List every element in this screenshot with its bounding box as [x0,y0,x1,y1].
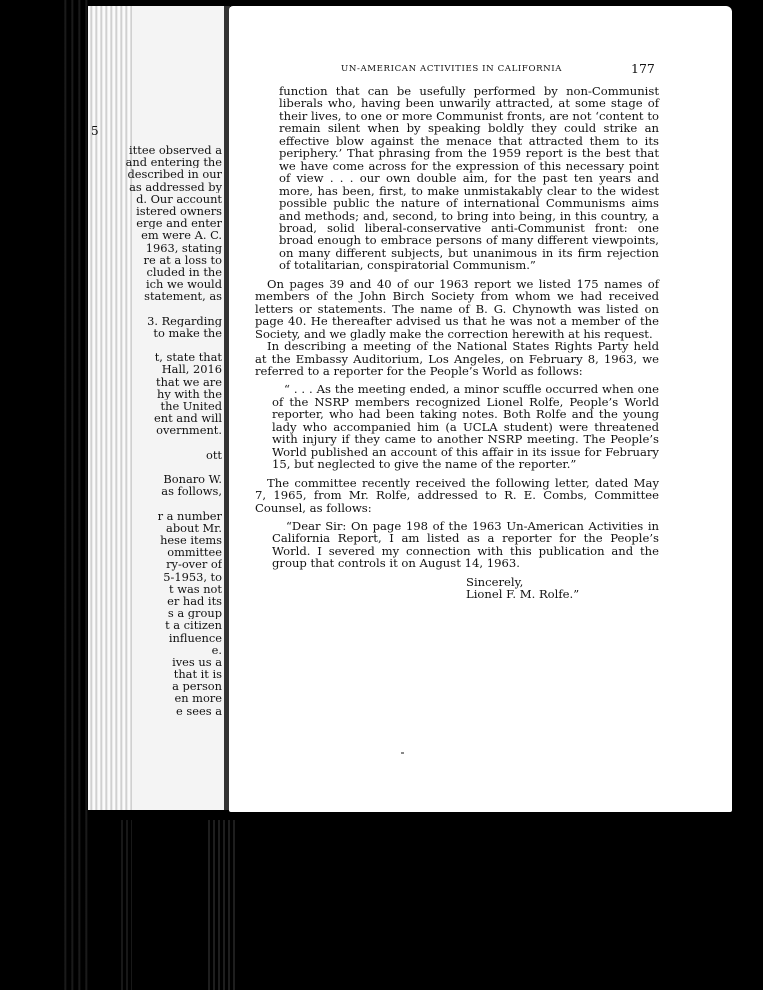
facing-page-marker: 5 [91,124,99,138]
page-body [255,85,659,601]
facing-page-line: influence [168,631,222,644]
facing-page-line: about Mr. [166,521,222,534]
facing-page-line [92,461,222,473]
facing-page-line: 5-1953, to [163,570,222,583]
facing-page-line: hy with the [157,387,222,400]
facing-page-line: Hall, 2016 [161,363,222,376]
facing-page-line: ry-over of [166,558,222,571]
scan-edge-streaks [60,0,88,990]
facing-page-line: that we are [156,375,222,388]
facing-page-line [92,339,222,351]
facing-page-line: cluded in the [146,265,222,279]
letter-closing [255,576,659,601]
quoted-continuation [255,85,659,272]
scan-bottom-streaks-left [118,820,132,990]
facing-page-line: istered owners [136,204,222,218]
facing-page-line [92,497,222,509]
paragraph-1: function that can be usefully performed by non-Communist liberals who, having been unwarily attracted, at some stage of their lives, to one or more Communist fronts, are not ‘content to remain silent when by speaking boldly they could strike an effective blow against the menace that attracted them to its periphery.’ That phrasing from the 1959 report is the best that we have come across for the expression of this necessary point of view . . . our own double aim, for the past ten years and more, has been, first, to make unmistakably clear to the widest possible public the nature of international Communisms aims and methods; and, second, to bring into being, in this country, a broad, solid liberal-conservative anti-Communist front: one broad enough to embrace persons of many different viewpoints, on many different subjects, but unanimous in its firm rejection of totalitarian, conspiratorial Communism.” [279,84,659,273]
facing-page-line: described in our [127,168,222,181]
paragraph-5: The committee recently received the following letter, dated May 7, 1965, from Mr. Rolfe, addressed to R. E. Combs, Committee Counsel, as follows: [255,475,659,515]
facing-page-line: the United [160,399,222,413]
facing-page [88,6,224,810]
facing-page-line: t a citizen [165,619,222,632]
facing-page-line [92,302,222,314]
facing-page-line: e sees a [176,704,222,717]
paragraph-3: In describing a meeting of the National States Rights Party held at the Embassy Auditorium, Los Angeles, on February 8, 1963, we referred to a reporter for the People’s World as follows: [255,339,659,378]
facing-page-line: s a group [167,607,222,620]
facing-page-line: to make the [153,326,222,339]
facing-page-line: ives us a [172,655,222,669]
facing-page-line: er had its [167,594,222,608]
page-number: 177 [631,61,655,76]
paragraph-6: “Dear Sir: On page 198 of the 1963 Un-American Activities in California Report, I am listed as a reporter for the People’s World. I severed my connection with this publication and the group that controls it on August 14, 1963. [272,518,659,571]
paragraph-2: On pages 39 and 40 of our 1963 report we listed 175 names of members of the John Birch Society from whom we had received letters or statements. The name of B. G. Chynowth was listed on page 40. He thereafter advised us that he was not a member of the Society, and we gladly make the correction herewith at his request. [255,276,659,341]
scan-speck [401,752,404,754]
facing-page-line: re at a loss to [143,253,222,266]
facing-page-line: erge and enter [136,217,222,230]
facing-page-line: r a number [157,509,222,522]
facing-page-line: 1963, stating [145,241,222,254]
facing-page-line: hese items [160,534,222,547]
document-page [229,6,732,812]
facing-page-line: ommittee [167,546,222,559]
closing-salutation: Sincerely, [466,574,524,589]
scan-bottom-streaks [205,820,235,990]
facing-page-line: t, state that [154,351,222,364]
facing-page-line: em were A. C. [141,229,222,242]
closing-signature: Lionel F. M. Rolfe.” [466,587,580,602]
facing-page-line: ott [205,448,222,461]
facing-page-line: d. Our account [136,192,222,205]
facing-page-line: that it is [173,668,222,681]
facing-page-line: a person [172,680,222,693]
facing-page-line [92,437,222,449]
facing-page-line: 3. Regarding [147,314,222,327]
facing-page-text [92,144,222,717]
running-header: UN-AMERICAN ACTIVITIES IN CALIFORNIA [341,64,563,74]
facing-page-line: as addressed by [129,180,222,193]
facing-page-line: t was not [169,582,222,595]
facing-page-line: overnment. [156,424,222,437]
facing-page-line: ent and will [154,412,222,425]
facing-page-line: as follows, [161,485,222,498]
facing-page-line: e. [211,643,222,656]
facing-page-line: ich we would [146,278,222,291]
facing-page-line: and entering the [125,156,222,169]
facing-page-line: Bonaro W. [163,473,222,486]
paragraph-4: “ . . . As the meeting ended, a minor scuffle occurred when one of the NSRP members recognized Lionel Rolfe, People’s World reporter, who had been taking notes. Both Rolfe and the young lady who accompanied him (a UCLA student) were threatened with injury if they came to another NSRP meeting. The People’s World published an account of this affair in its issue for February 15, but neglected to give the name of the reporter.” [272,382,659,472]
facing-page-line: statement, as [144,290,222,303]
facing-page-line: ittee observed a [129,144,222,157]
facing-page-line: en more [174,692,222,705]
